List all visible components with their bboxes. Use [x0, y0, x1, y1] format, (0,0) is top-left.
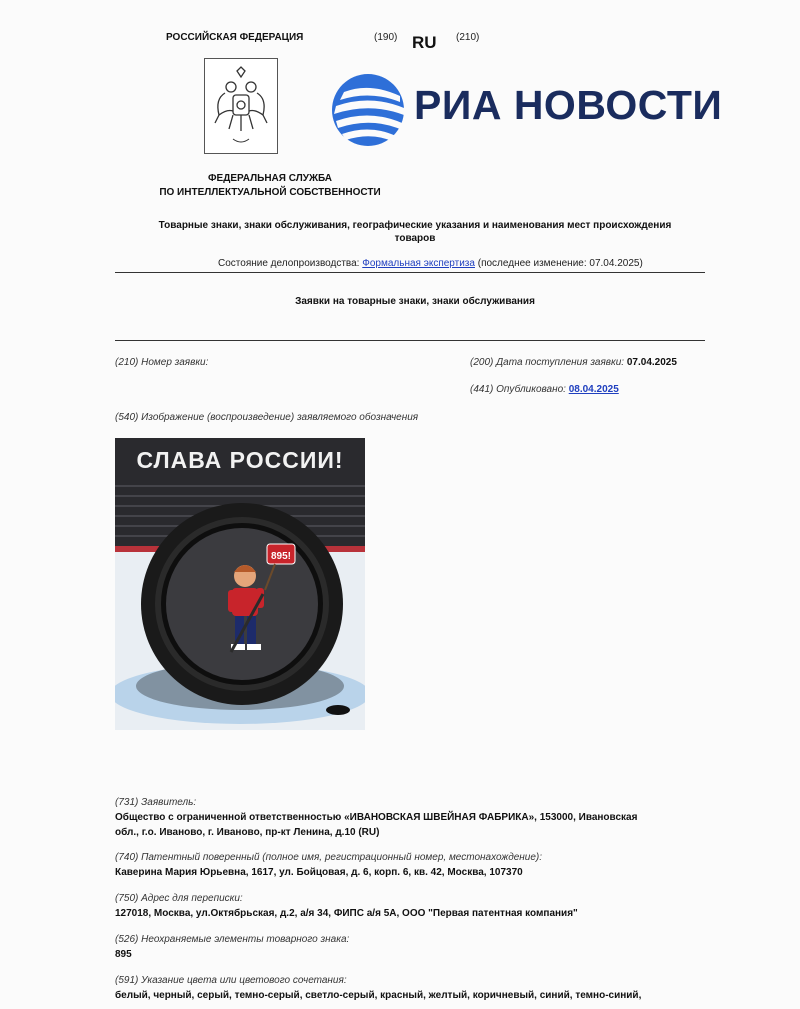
applicant-line2: обл., г.о. Иваново, г. Иваново, пр-кт Ленина, д.10 (RU) [115, 827, 380, 838]
unprotected-label: (526) Неохраняемые элементы товарного знака: [115, 934, 350, 945]
section-title [115, 219, 715, 245]
receipt-date [470, 357, 677, 368]
code-210: (210) [456, 32, 480, 43]
agency-line2: ПО ИНТЕЛЛЕКТУАЛЬНОЙ СОБСТВЕННОСТИ [159, 187, 381, 198]
agency-name [120, 172, 420, 200]
address-label: (750) Адрес для переписки: [115, 893, 243, 904]
colors-value: белый, черный, серый, темно-серый, светло-серый, красный, желтый, коричневый, синий, темно-синий, [115, 990, 642, 1001]
address-value: 127018, Москва, ул.Октябрьская, д.2, а/я 34, ФИПС а/я 5А, ООО "Первая патентная компания" [115, 908, 578, 919]
status-tail: (последнее изменение: 07.04.2025) [477, 258, 643, 269]
receipt-label: (200) Дата поступления заявки: [470, 357, 625, 368]
image-sign-text: 895! [270, 551, 292, 562]
divider-top [115, 272, 705, 273]
ria-brand-text: РИА НОВОСТИ [414, 82, 723, 128]
double-headed-eagle-icon [205, 59, 277, 153]
code-190: (190) [374, 32, 398, 43]
attorney-value: Каверина Мария Юрьевна, 1617, ул. Бойцовая, д. 6, корп. 6, кв. 42, Москва, 107370 [115, 867, 523, 878]
app-number-label: (210) Номер заявки: [115, 357, 209, 368]
subtitle: Заявки на товарные знаки, знаки обслуживания [295, 296, 535, 307]
unprotected-block [115, 932, 715, 962]
state-emblem [204, 58, 278, 154]
section-title-line2: товаров [394, 233, 436, 244]
country-code: RU [412, 33, 437, 52]
status-line [218, 258, 643, 269]
agency-line1: ФЕДЕРАЛЬНАЯ СЛУЖБА [207, 173, 333, 184]
published-label: (441) Опубликовано: [470, 384, 566, 395]
image-banner-text: СЛАВА РОССИИ! [136, 447, 344, 473]
divider-bottom [115, 340, 705, 341]
address-block [115, 891, 715, 921]
section-title-line1: Товарные знаки, знаки обслуживания, географические указания и наименования мест происхождения [158, 220, 672, 231]
ria-logo [330, 72, 406, 153]
colors-block [115, 973, 715, 1003]
attorney-block [115, 850, 715, 880]
status-label: Состояние делопроизводства: [218, 258, 360, 269]
receipt-value: 07.04.2025 [626, 357, 677, 368]
colors-label: (591) Указание цвета или цветового сочетания: [115, 975, 347, 986]
image-label: (540) Изображение (воспроизведение) заявляемого обозначения [115, 412, 419, 423]
country-title: РОССИЙСКАЯ ФЕДЕРАЦИЯ [166, 32, 304, 43]
unprotected-value: 895 [115, 949, 132, 960]
ria-globe-icon [330, 72, 406, 148]
status-link[interactable]: Формальная экспертиза [362, 258, 475, 269]
published-date [470, 384, 619, 395]
applicant-label: (731) Заявитель: [115, 797, 197, 808]
published-link[interactable]: 08.04.2025 [568, 384, 619, 395]
trademark-image [115, 438, 365, 730]
applicant-line1: Общество с ограниченной ответственностью «ИВАНОВСКАЯ ШВЕЙНАЯ ФАБРИКА», 153000, Ивановская [115, 812, 638, 823]
applicant-block [115, 795, 715, 840]
attorney-label: (740) Патентный поверенный (полное имя, регистрационный номер, местонахождение): [115, 852, 543, 863]
